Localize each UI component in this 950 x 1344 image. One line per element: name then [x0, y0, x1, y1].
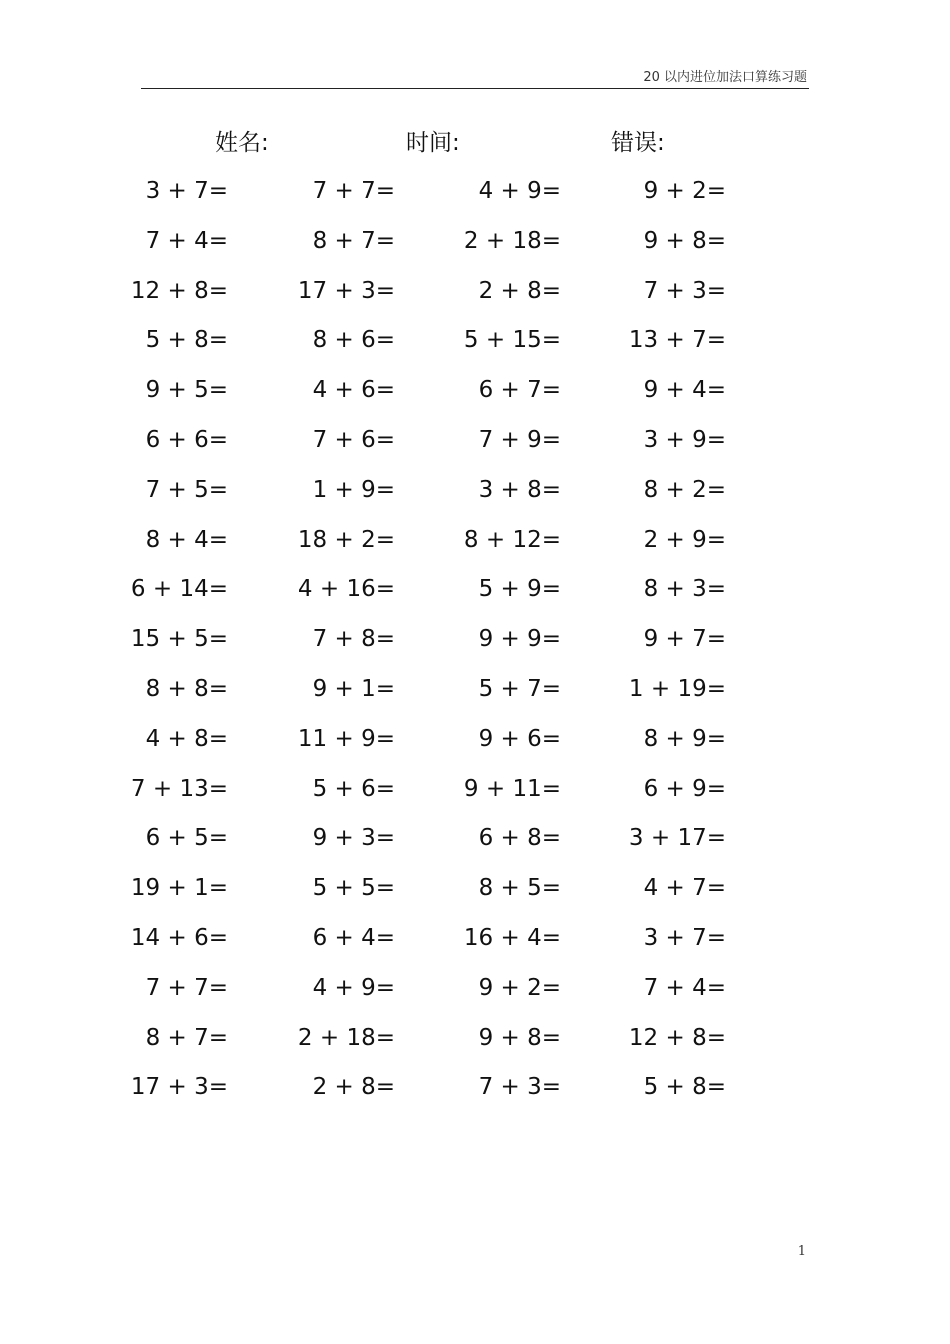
header-divider — [141, 88, 809, 89]
problem-cell: 12 + 8= — [628, 1024, 726, 1051]
problem-cell: 8 + 8= — [145, 675, 228, 702]
problem-cell: 8 + 3= — [643, 576, 726, 603]
problem-cell: 9 + 2= — [643, 178, 726, 204]
problem-row — [0, 572, 950, 622]
problem-cell: 3 + 8= — [478, 476, 561, 503]
problem-cell: 6 + 6= — [145, 426, 228, 453]
problem-cell: 3 + 17= — [628, 825, 726, 852]
problem-cell: 8 + 6= — [312, 327, 395, 354]
name-field-label: 姓名: — [215, 130, 269, 156]
problem-row — [0, 174, 950, 224]
problem-cell: 5 + 15= — [463, 327, 561, 354]
problem-cell: 14 + 6= — [130, 924, 228, 951]
problem-cell: 15 + 5= — [130, 626, 228, 653]
problem-cell: 9 + 4= — [643, 377, 726, 404]
problem-cell: 7 + 7= — [145, 974, 228, 1001]
problem-cell: 4 + 8= — [145, 725, 228, 752]
problem-row — [0, 622, 950, 672]
problem-row — [0, 274, 950, 324]
problem-cell: 3 + 7= — [643, 924, 726, 951]
problem-cell: 6 + 4= — [312, 924, 395, 951]
problem-cell: 2 + 18= — [297, 1024, 395, 1051]
problem-cell: 9 + 6= — [478, 725, 561, 752]
problem-cell: 6 + 8= — [478, 825, 561, 852]
problem-cell: 13 + 7= — [628, 327, 726, 354]
problem-cell: 8 + 7= — [145, 1024, 228, 1051]
problem-cell: 9 + 5= — [145, 377, 228, 404]
problem-cell: 1 + 9= — [312, 476, 395, 503]
problem-cell: 8 + 12= — [463, 526, 561, 553]
problem-cell: 4 + 9= — [312, 974, 395, 1001]
problem-cell: 16 + 4= — [463, 924, 561, 951]
problem-cell: 4 + 6= — [312, 377, 395, 404]
problem-cell: 6 + 5= — [145, 825, 228, 852]
problem-cell: 4 + 16= — [297, 576, 395, 603]
problem-cell: 7 + 6= — [312, 426, 395, 453]
problem-cell: 9 + 7= — [643, 626, 726, 653]
problem-cell: 7 + 4= — [145, 227, 228, 254]
problem-row — [0, 1070, 950, 1120]
problem-cell: 7 + 5= — [145, 476, 228, 503]
problem-cell: 9 + 8= — [478, 1024, 561, 1051]
problem-cell: 5 + 7= — [478, 675, 561, 702]
problem-cell: 2 + 18= — [463, 227, 561, 254]
problem-cell: 5 + 5= — [312, 875, 395, 902]
problem-cell: 3 + 7= — [145, 178, 228, 204]
problem-cell: 17 + 3= — [297, 277, 395, 304]
problem-cell: 18 + 2= — [297, 526, 395, 553]
errors-field-label: 错误: — [611, 130, 665, 156]
problem-row — [0, 672, 950, 722]
problem-row — [0, 921, 950, 971]
problem-cell: 17 + 3= — [130, 1074, 228, 1101]
problem-cell: 5 + 9= — [478, 576, 561, 603]
problem-cell: 3 + 9= — [643, 426, 726, 453]
problem-row — [0, 772, 950, 822]
time-field-label: 时间: — [406, 130, 460, 156]
problem-cell: 2 + 8= — [478, 277, 561, 304]
problem-cell: 9 + 1= — [312, 675, 395, 702]
problem-cell: 9 + 11= — [463, 775, 561, 802]
problem-cell: 12 + 8= — [130, 277, 228, 304]
problem-cell: 11 + 9= — [297, 725, 395, 752]
problem-cell: 7 + 4= — [643, 974, 726, 1001]
problem-cell: 5 + 8= — [145, 327, 228, 354]
problem-row — [0, 871, 950, 921]
problem-grid — [0, 174, 950, 1120]
problem-row — [0, 722, 950, 772]
problem-cell: 19 + 1= — [130, 875, 228, 902]
problem-cell: 4 + 7= — [643, 875, 726, 902]
problem-cell: 7 + 7= — [312, 178, 395, 204]
problem-cell: 1 + 19= — [628, 675, 726, 702]
problem-cell: 8 + 4= — [145, 526, 228, 553]
problem-cell: 8 + 2= — [643, 476, 726, 503]
problem-cell: 8 + 7= — [312, 227, 395, 254]
problem-cell: 7 + 13= — [130, 775, 228, 802]
problem-row — [0, 323, 950, 373]
problem-row — [0, 1021, 950, 1071]
problem-cell: 7 + 3= — [643, 277, 726, 304]
problem-row — [0, 821, 950, 871]
problem-row — [0, 971, 950, 1021]
problem-cell: 5 + 6= — [312, 775, 395, 802]
problem-cell: 8 + 9= — [643, 725, 726, 752]
problem-cell: 4 + 9= — [478, 178, 561, 204]
problem-row — [0, 473, 950, 523]
problem-cell: 5 + 8= — [643, 1074, 726, 1101]
problem-row — [0, 224, 950, 274]
problem-cell: 7 + 9= — [478, 426, 561, 453]
page-number: 1 — [797, 1244, 806, 1259]
problem-cell: 9 + 8= — [643, 227, 726, 254]
problem-cell: 6 + 14= — [130, 576, 228, 603]
problem-cell: 2 + 9= — [643, 526, 726, 553]
problem-cell: 7 + 3= — [478, 1074, 561, 1101]
page-header-title: 20 以内进位加法口算练习题 — [643, 70, 807, 85]
problem-row — [0, 423, 950, 473]
problem-cell: 8 + 5= — [478, 875, 561, 902]
worksheet-fields — [0, 124, 950, 160]
problem-cell: 9 + 3= — [312, 825, 395, 852]
problem-cell: 9 + 9= — [478, 626, 561, 653]
problem-row — [0, 523, 950, 573]
problem-cell: 6 + 7= — [478, 377, 561, 404]
problem-cell: 6 + 9= — [643, 775, 726, 802]
problem-row — [0, 373, 950, 423]
problem-cell: 2 + 8= — [312, 1074, 395, 1101]
problem-cell: 7 + 8= — [312, 626, 395, 653]
problem-cell: 9 + 2= — [478, 974, 561, 1001]
